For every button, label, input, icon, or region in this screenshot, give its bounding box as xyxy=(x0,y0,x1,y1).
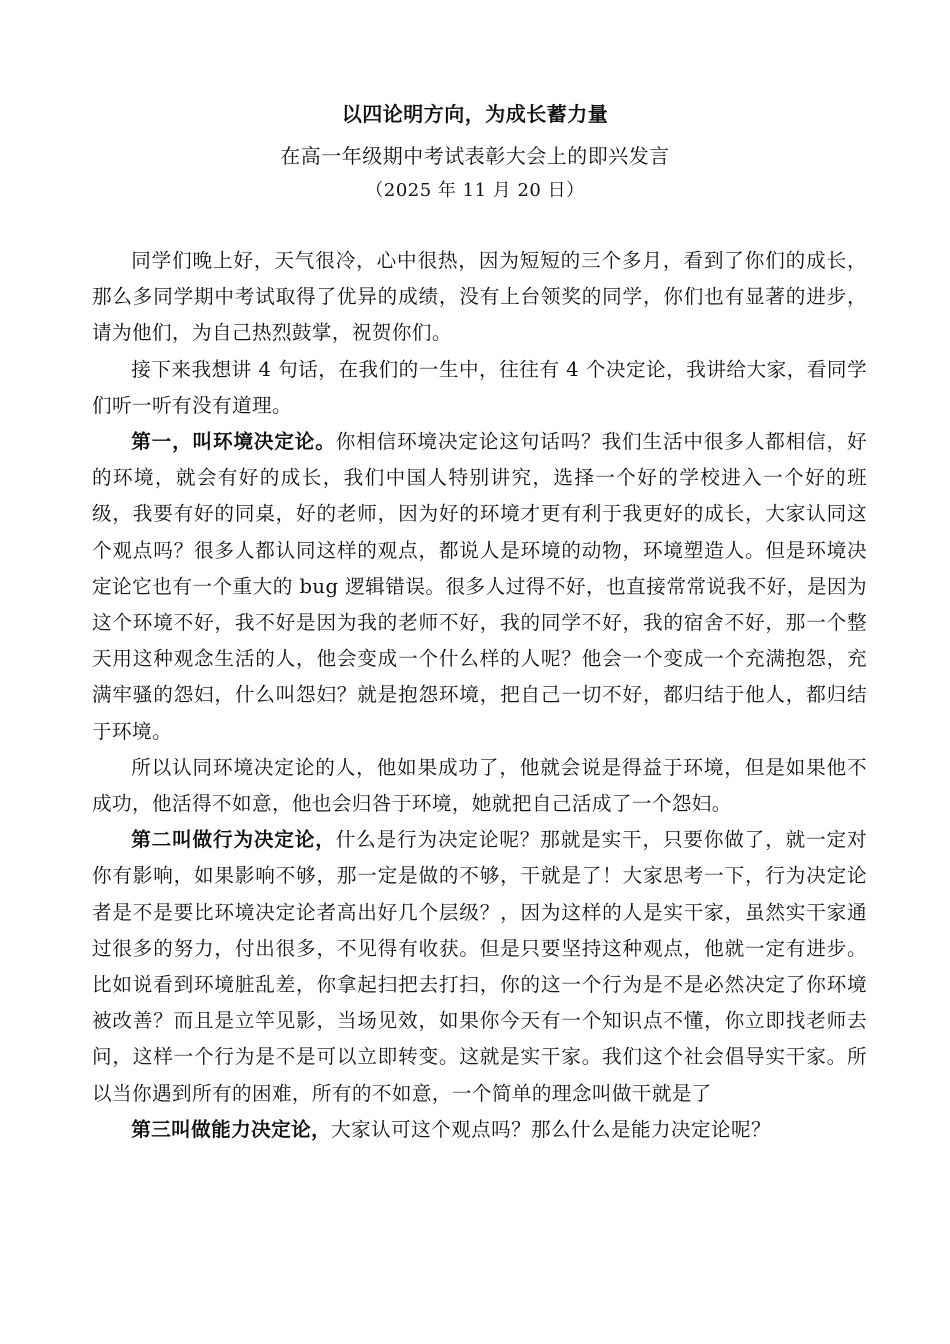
document-subtitle: 在高一年级期中考试表彰大会上的即兴发言 xyxy=(280,144,670,168)
paragraph xyxy=(92,822,867,1112)
paragraph-text: 你相信环境决定论这句话吗？我们生活中很多人都相信，好的环境，就会有好的成长，我们中国人特别讲究，选择一个好的学校进入一个好的班级，我要有好的同桌，好的老师，因为好的环境才更有利于我更好的成长，大家认同这个观点吗？很多人都认同这样的观点，都说人是环境的动物，环境塑造人。但是环境决定论它也有一个重大的 bug 逻辑错误。很多人过得不好，也直接常常说我不好，是因为这个环境不好，我不好是因为我的老师不好，我的同学不好，我的宿舍不好，那一个整天用这种观念生活的人，他会变成一个什么样的人呢？他会一个变成一个充满抱怨，充满牢骚的怨妇，什么叫怨妇？就是抱怨环境，把自己一切不好，都归结于他人，都归结于环境。 xyxy=(92,430,868,743)
paragraph xyxy=(92,750,867,822)
paragraph-text: 同学们晚上好，天气很冷，心中很热，因为短短的三个多月，看到了你们的成长，那么多同学期中考试取得了优异的成绩，没有上台领奖的同学，你们也有显著的进步，请为他们，为自己热烈鼓掌，祝贺你们。 xyxy=(92,249,867,345)
paragraph xyxy=(92,1112,867,1148)
paragraph-text: 所以认同环境决定论的人，他如果成功了，他就会说是得益于环境，但是如果他不成功，他活得不如意，他也会归咎于环境，她就把自己活成了一个怨妇。 xyxy=(92,755,867,816)
paragraph xyxy=(92,243,867,352)
paragraph-text: 大家认可这个观点吗？那么什么是能力决定论呢？ xyxy=(331,1117,771,1141)
paragraph-text: 接下来我想讲 4 句话，在我们的一生中，往往有 4 个决定论，我讲给大家，看同学们听一听有没有道理。 xyxy=(92,357,867,417)
document-body xyxy=(92,243,867,1148)
paragraph-lead: 第一，叫环境决定论。 xyxy=(131,430,336,454)
document-date: （2025 年 11 月 20 日） xyxy=(365,180,585,201)
paragraph-lead: 第二叫做行为决定论， xyxy=(131,828,336,852)
paragraph xyxy=(92,424,867,750)
paragraph-text: 什么是行为决定论呢？那就是实干，只要你做了，就一定对你有影响，如果影响不够，那一定是做的不够，干就是了！大家思考一下，行为决定论者是不是要比环境决定论者高出好几个层级？，因为这样的人是实干家，虽然实干家通过很多的努力，付出很多，不见得有收获。但是只要坚持这种观点，他就一定有进步。比如说看到环境脏乱差，你拿起扫把去打扫，你的这一个行为是不是必然决定了你环境被改善？而且是立竿见影，当场见效，如果你今天有一个知识点不懂，你立即找老师去问，这样一个行为是不是可以立即转变。这就是实干家。我们这个社会倡导实干家。所以当你遇到所有的困难，所有的不如意，一个简单的理念叫做干就是了 xyxy=(92,828,868,1105)
paragraph-lead: 第三叫做能力决定论， xyxy=(131,1117,332,1141)
paragraph xyxy=(92,352,867,424)
document-title: 以四论明方向，为成长蓄力量 xyxy=(341,102,609,126)
